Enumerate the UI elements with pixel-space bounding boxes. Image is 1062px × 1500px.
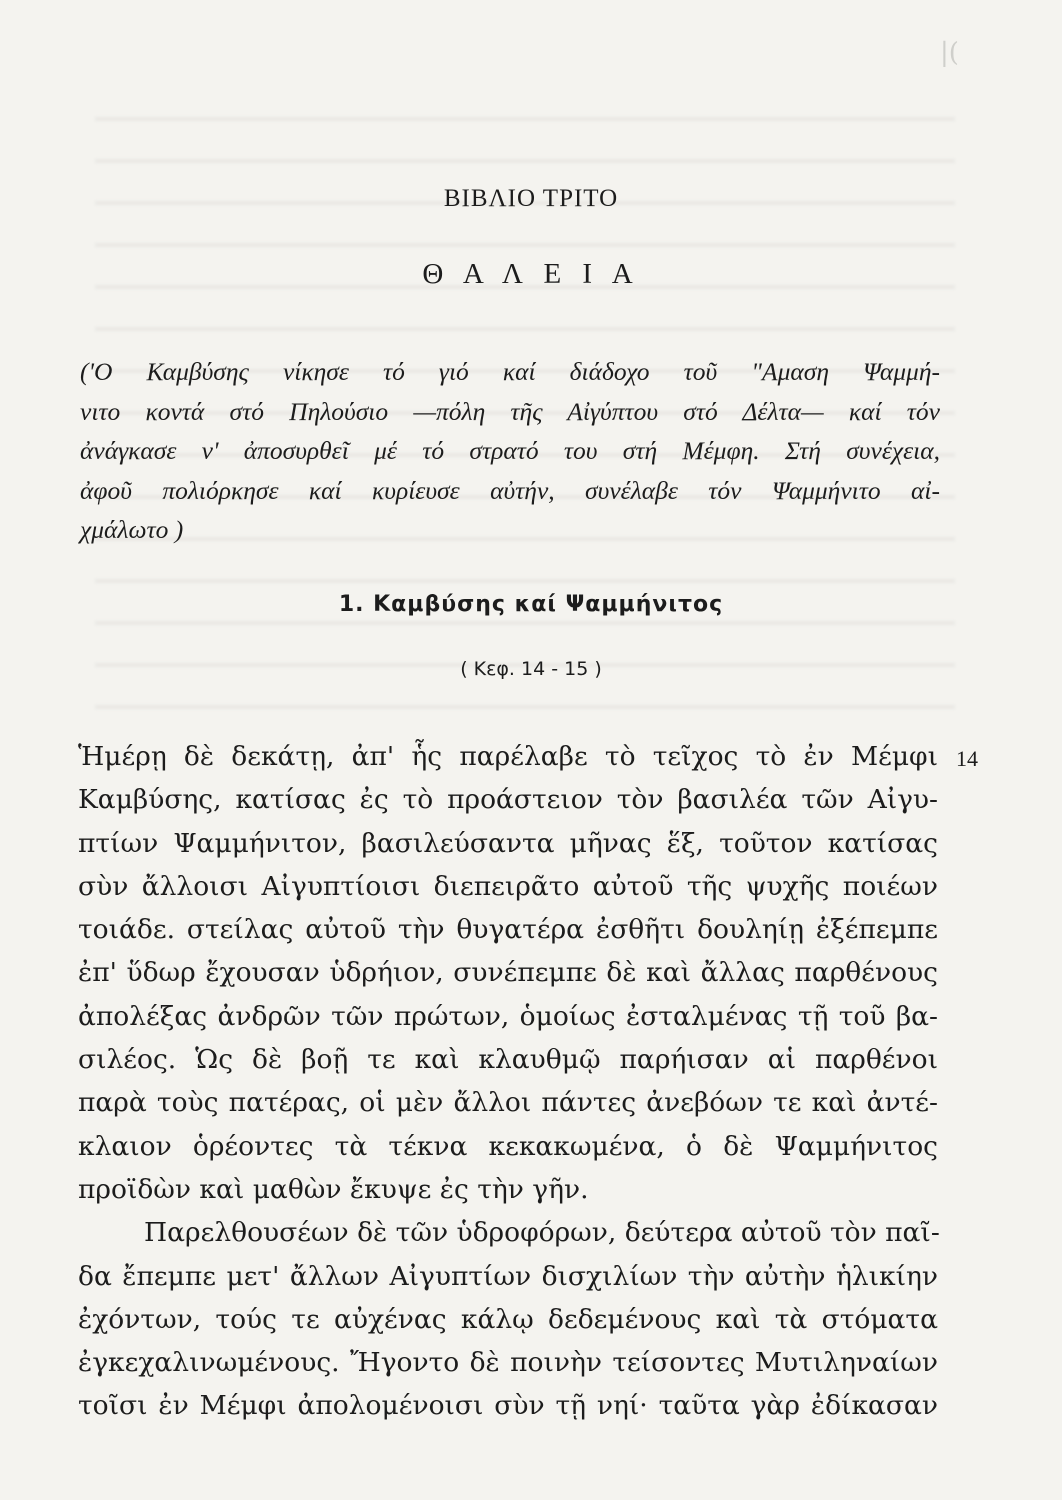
text-line: τοῖσι ἐν Μέμφι ἀπολομένοισι σὺν τῇ νηί· ταῦτα γὰρ ἐδίκασαν [78, 1390, 938, 1422]
text-line: σὺν ἄλλοισι Αἰγυπτίοισι διεπειρᾶτο αὐτοῦ τῆς ψυχῆς ποιέων [78, 870, 938, 902]
text-line: Καμβύσης, κατίσας ἐς τὸ προάστειον τὸν βασιλέα τῶν Αἰγυ- [78, 784, 938, 816]
text-line: πτίων Ψαμμήνιτον, βασιλεύσαντα μῆνας ἕξ, τοῦτον κατίσας [78, 827, 938, 859]
text-line: προϊδὼν καὶ μαθὼν ἔκυψε ἐς τὴν γῆν. [78, 1173, 589, 1205]
text-line: ἐπ' ὕδωρ ἔχουσαν ὑδρήιον, συνέπεμπε δὲ καὶ ἄλλας παρθένους [78, 957, 938, 989]
text-line: σιλέος. Ὡς δὲ βοῇ τε καὶ κλαυθμῷ παρήισαν αἱ παρθένοι [78, 1044, 938, 1076]
text-line: τοιάδε. στείλας αὐτοῦ τὴν θυγατέρα ἐσθῆτι δουληίῃ ἐξέπεμπε [78, 914, 938, 946]
greek-text-body [78, 735, 938, 1428]
margin-chapter-number: 14 [956, 746, 978, 771]
summary-line: ('Ο Καμβύσης νίκησε τό γιό καί διάδοχο τοῦ "Αμαση Ψαμμή- [80, 357, 940, 386]
summary-paragraph [80, 352, 940, 550]
text-line: κλαιον ὁρέοντες τὰ τέκνα κεκακωμένα, ὁ δὲ Ψαμμήνιτος [78, 1130, 938, 1162]
text-line: ἀπολέξας ἀνδρῶν τῶν πρώτων, ὁμοίως ἐσταλμένας τῇ τοῦ βα- [78, 1000, 938, 1032]
text-line: ἐγκεχαλινωμένους. Ἤγοντο δὲ ποινὴν τείσοντες Μυτιληναίων [78, 1347, 938, 1379]
text-line: ἐχόντων, τούς τε αὐχένας κάλῳ δεδεμένους καὶ τὰ στόματα [78, 1303, 938, 1335]
text-line: δα ἔπεμπε μετ' ἄλλων Αἰγυπτίων δισχιλίων τὴν αὐτὴν ἡλικίην [78, 1260, 938, 1292]
section-heading: 1. Καμβύσης καί Ψαμμήνιτος [338, 592, 724, 617]
text-line: Ἡμέρῃ δὲ δεκάτῃ, ἀπ' ἧς παρέλαβε τὸ τεῖχος τὸ ἐν Μέμφι [78, 741, 938, 772]
chapter-reference: ( Κεφ. 14 - 15 ) [460, 658, 602, 680]
summary-line: χμάλωτο ) [80, 515, 184, 544]
summary-line: ἀφοῦ πολιόρκησε καί κυρίευσε αὐτήν, συνέλαβε τόν Ψαμμήνιτο αἰ- [80, 475, 940, 505]
book-title: ΒΙΒΛΙΟ ΤΡΙΤΟ [443, 185, 619, 212]
text-line: Παρελθουσέων δὲ τῶν ὑδροφόρων, δεύτερα αὐτοῦ τὸν παῖ- [144, 1217, 940, 1249]
summary-line: ἀνάγκασε ν' ἀποσυρθεῖ μέ τό στρατό του στή Μέμφη. Στή συνέχεια, [80, 436, 940, 465]
muse-title: Θ Α Λ Ε Ι Α [422, 258, 640, 290]
corner-mark: |( [940, 38, 959, 68]
summary-line: νιτο κοντά στό Πηλούσιο —πόλη τῆς Αἰγύπτου στό Δέλτα— καί τόν [80, 396, 940, 426]
text-line: παρὰ τοὺς πατέρας, οἱ μὲν ἄλλοι πάντες ἀνεβόων τε καὶ ἀντέ- [78, 1087, 938, 1119]
